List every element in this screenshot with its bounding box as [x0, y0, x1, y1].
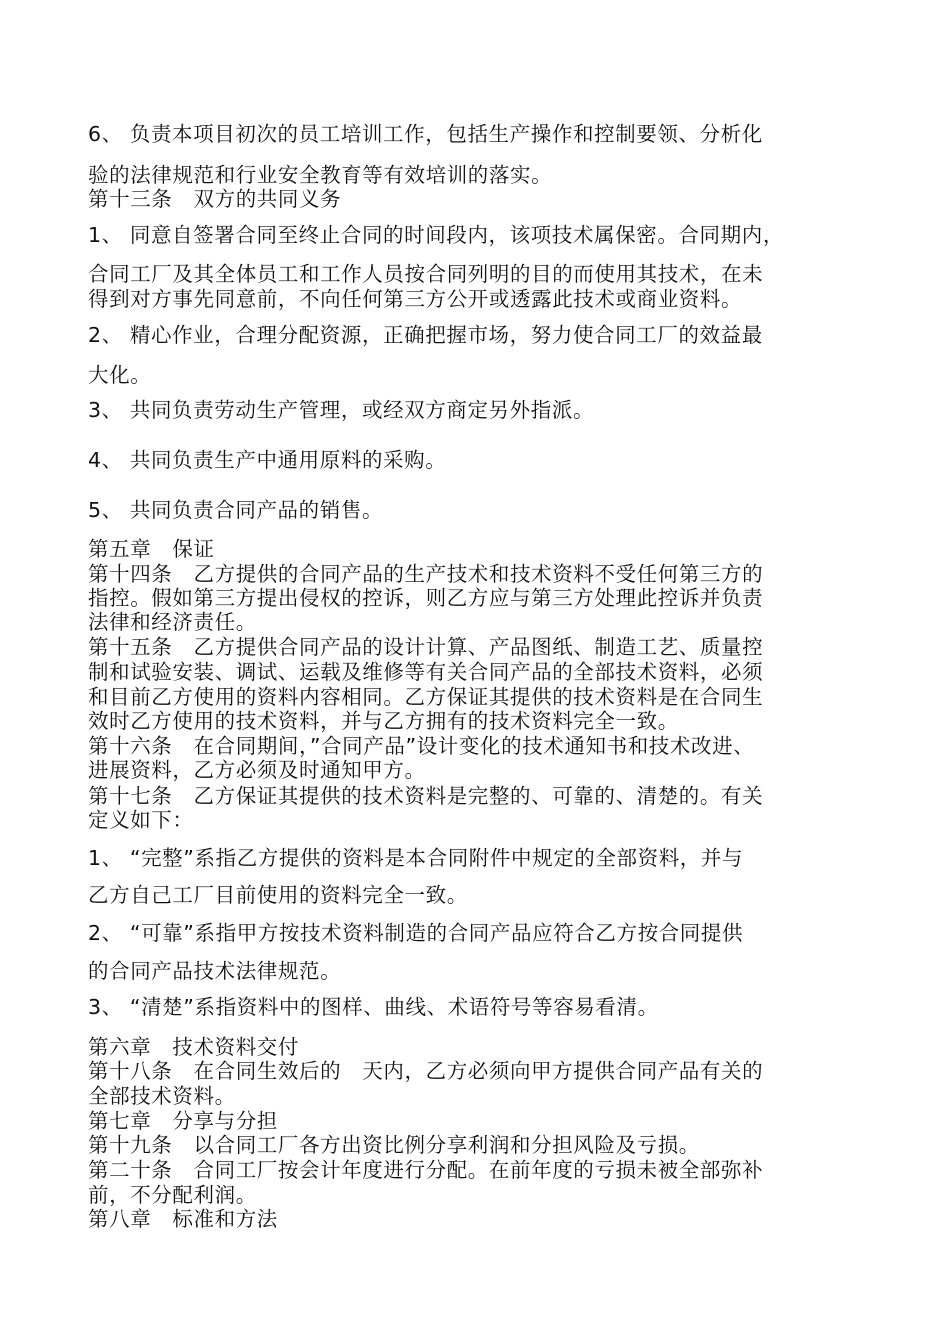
text-line: 3、 “清楚”系指资料中的图样、曲线、术语符号等容易看清。	[88, 995, 659, 1019]
text-line: 效时乙方使用的技术资料，并与乙方拥有的技术资料完全一致。	[88, 709, 679, 733]
text-line: 2、 “可靠”系指甲方按技术资料制造的合同产品应符合乙方按合同提供	[88, 921, 744, 945]
text-line: 得到对方事先同意前，不向任何第三方公开或透露此技术或商业资料。	[88, 287, 743, 311]
text-line: 4、 共同负责生产中通用原料的采购。	[88, 448, 447, 472]
text-line: 合同工厂及其全体员工和工作人员按合同列明的目的而使用其技术，在未	[88, 262, 764, 286]
text-line: 大化。	[88, 363, 152, 387]
text-line: 和目前乙方使用的资料内容相同。乙方保证其提供的技术资料是在合同生	[88, 685, 764, 709]
chapter-heading: 第六章 技术资料交付	[88, 1035, 299, 1059]
text-line: 的合同产品技术法律规范。	[88, 959, 342, 983]
text-line: 3、 共同负责劳动生产管理，或经双方商定另外指派。	[88, 398, 595, 422]
text-line: 验的法律规范和行业安全教育等有效培训的落实。	[88, 163, 553, 187]
text-line: 进展资料，乙方必须及时通知甲方。	[88, 758, 426, 782]
chapter-heading: 第五章 保证	[88, 537, 215, 561]
text-line: 定义如下：	[88, 808, 194, 832]
chapter-heading: 第七章 分享与分担	[88, 1109, 278, 1133]
chapter-heading: 第八章 标准和方法	[88, 1207, 278, 1231]
text-line: 第十五条 乙方提供合同产品的设计计算、产品图纸、制造工艺、质量控	[88, 635, 764, 659]
text-line: 全部技术资料。	[88, 1084, 236, 1108]
text-line: 1、 同意自签署合同至终止合同的时间段内，该项技术属保密。合同期内，	[88, 223, 784, 247]
text-line: 制和试验安装、调试、运载及维修等有关合同产品的全部技术资料，必须	[88, 660, 764, 684]
text-line: 2、 精心作业，合理分配资源，正确把握市场，努力使合同工厂的效益最	[88, 323, 763, 347]
text-line: 1、 “完整”系指乙方提供的资料是本合同附件中规定的全部资料，并与	[88, 846, 744, 870]
text-line: 6、 负责本项目初次的员工培训工作，包括生产操作和控制要领、分析化	[88, 122, 763, 146]
text-line: 第十七条 乙方保证其提供的技术资料是完整的、可靠的、清楚的。有关	[88, 784, 764, 808]
text-line: 5、 共同负责合同产品的销售。	[88, 498, 384, 522]
text-line: 指控。假如第三方提出侵权的控诉，则乙方应与第三方处理此控诉并负责	[88, 586, 764, 610]
text-line: 前，不分配利润。	[88, 1183, 257, 1207]
text-line: 第十六条 在合同期间，”合同产品”设计变化的技术通知书和技术改进、	[88, 734, 755, 758]
text-line: 第十四条 乙方提供的合同产品的生产技术和技术资料不受任何第三方的	[88, 562, 764, 586]
text-line: 第十九条 以合同工厂各方出资比例分享利润和分担风险及亏损。	[88, 1133, 700, 1157]
text-line: 乙方自己工厂目前使用的资料完全一致。	[88, 883, 468, 907]
text-line: 第十八条 在合同生效后的 天内，乙方必须向甲方提供合同产品有关的	[88, 1059, 764, 1083]
section-heading: 第十三条 双方的共同义务	[88, 187, 342, 211]
text-line: 第二十条 合同工厂按会计年度进行分配。在前年度的亏损未被全部弥补	[88, 1158, 764, 1182]
text-line: 法律和经济责任。	[88, 610, 257, 634]
